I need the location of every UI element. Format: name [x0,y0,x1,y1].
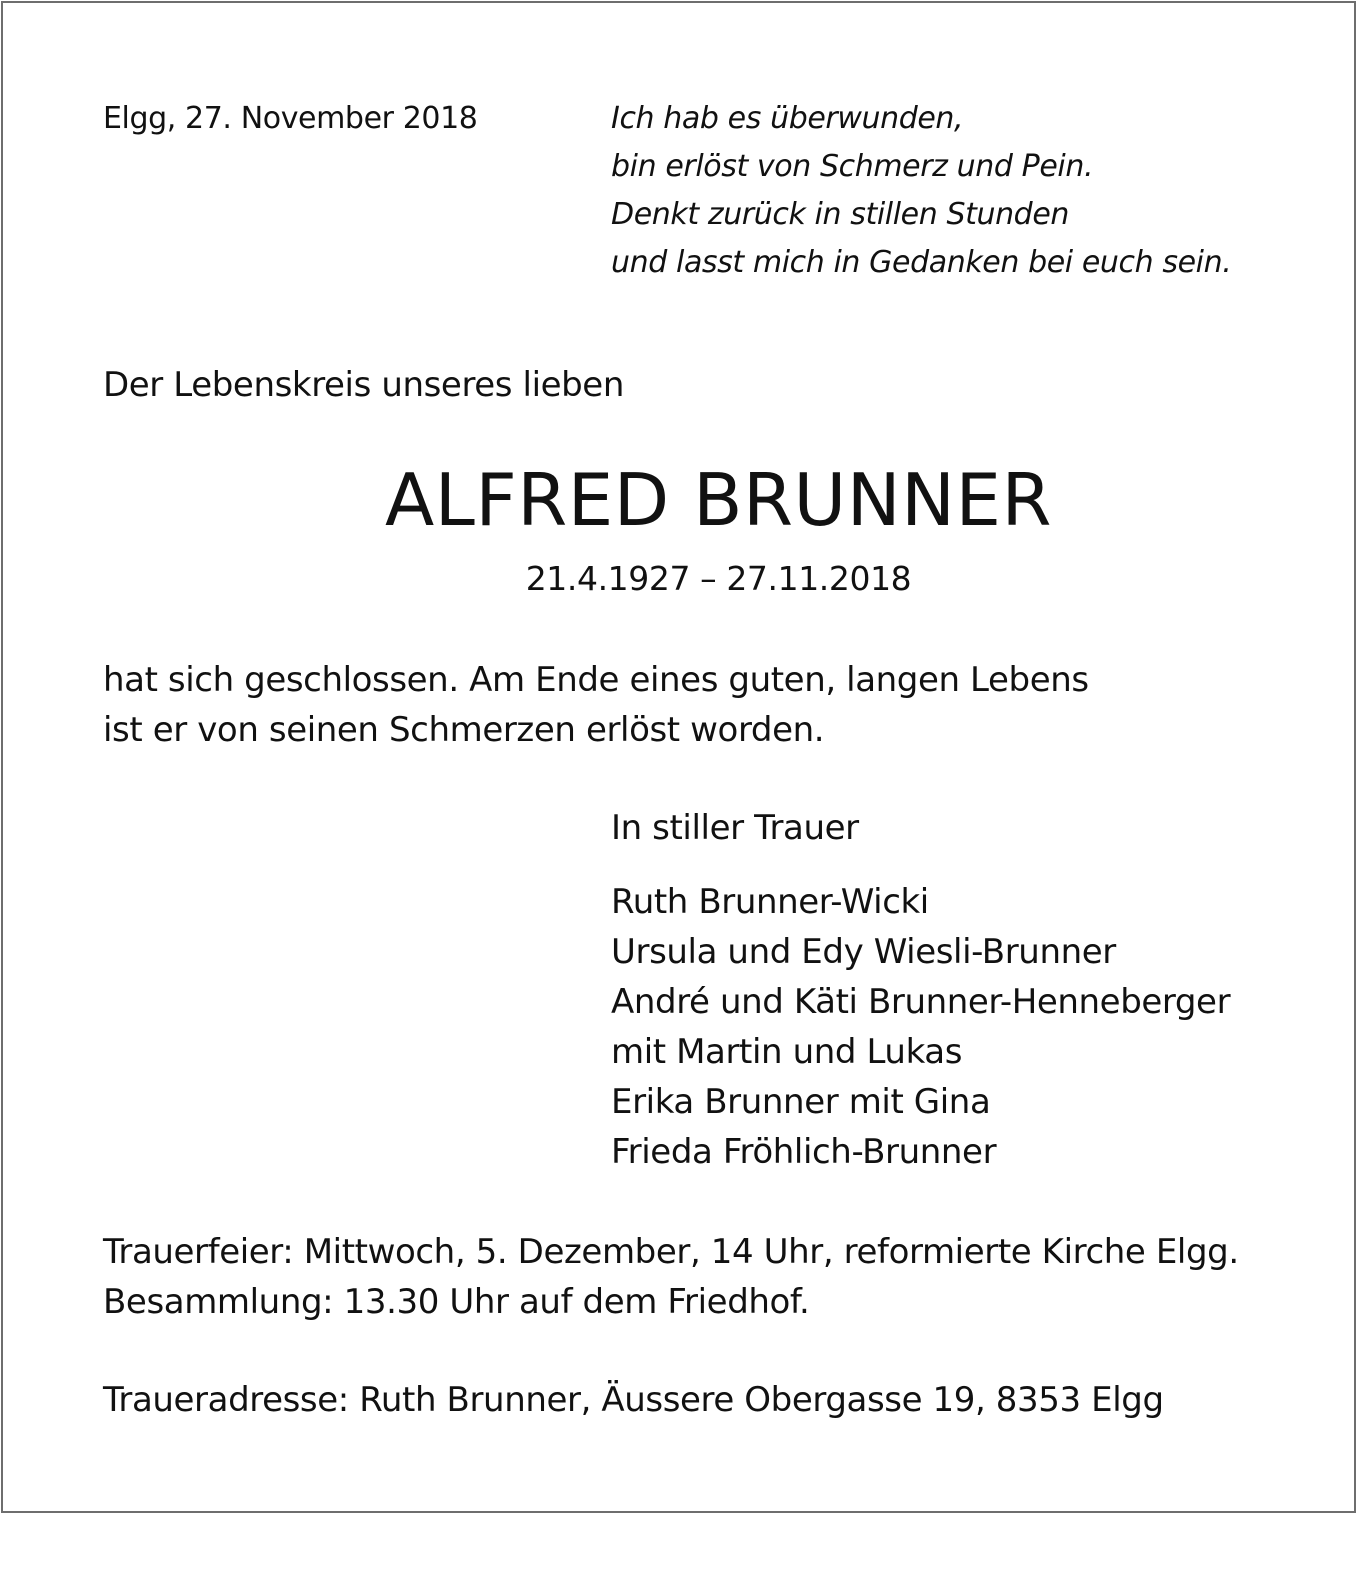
place-date: Elgg, 27. November 2018 [103,101,478,136]
poem-line: Ich hab es überwunden, [611,101,964,136]
deceased-name: ALFRED BRUNNER [385,458,1052,542]
ceremony-line: Trauerfeier: Mittwoch, 5. Dezember, 14 Uhr, reformierte Kirche Elgg. [103,1232,1239,1272]
body-line: ist er von seinen Schmerzen erlöst worden. [103,710,825,750]
mourner-name: Ursula und Edy Wiesli-Brunner [611,932,1116,972]
mourners-list [611,877,1230,1177]
mourner-name: Ruth Brunner-Wicki [611,882,929,922]
ceremony-line: Besammlung: 13.30 Uhr auf dem Friedhof. [103,1282,810,1322]
mourner-name: Frieda Fröhlich-Brunner [611,1132,997,1172]
mourner-name: mit Martin und Lukas [611,1032,963,1072]
mourner-name: Erika Brunner mit Gina [611,1082,991,1122]
mourning-address: Traueradresse: Ruth Brunner, Äussere Obergasse 19, 8353 Elgg [103,1380,1164,1420]
ceremony-info [103,1227,1239,1327]
body-line: hat sich geschlossen. Am Ende eines guten, langen Lebens [103,660,1089,700]
intro-text: Der Lebenskreis unseres lieben [103,365,624,405]
body-text [103,655,1089,755]
life-dates: 21.4.1927 – 27.11.2018 [525,559,912,598]
poem [611,95,1231,287]
mourner-name: André und Käti Brunner-Henneberger [611,982,1231,1022]
mourners-heading: In stiller Trauer [611,808,859,848]
poem-line: und lasst mich in Gedanken bei euch sein. [611,245,1232,280]
poem-line: Denkt zurück in stillen Stunden [611,197,1069,232]
poem-line: bin erlöst von Schmerz und Pein. [611,149,1094,184]
